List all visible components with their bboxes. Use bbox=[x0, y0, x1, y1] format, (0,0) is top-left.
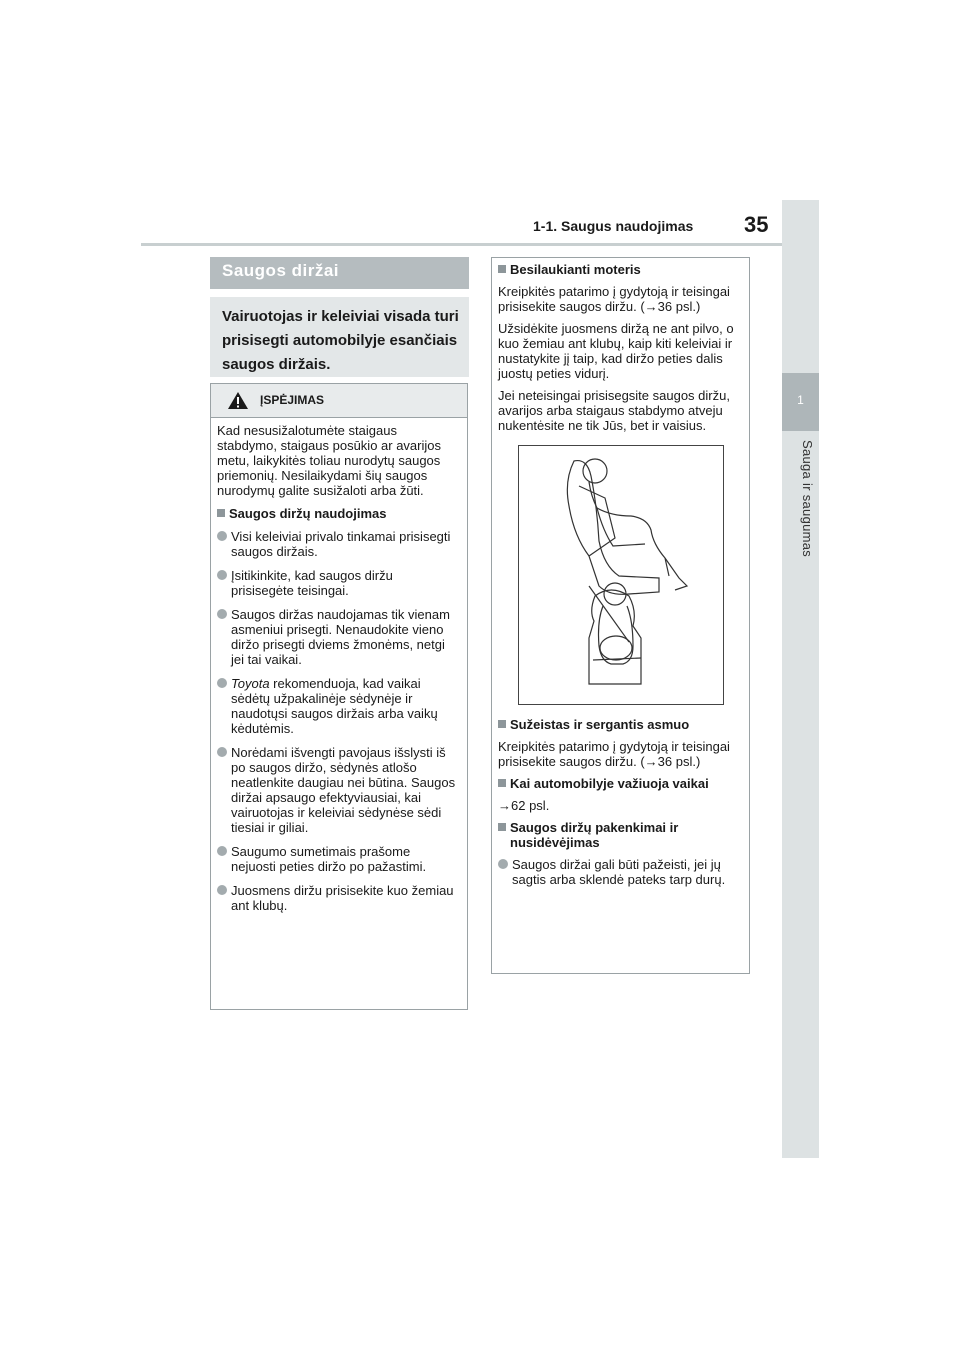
round-bullet-icon bbox=[217, 531, 227, 541]
lead-text: Vairuotojas ir keleiviai visada turi prisisegti automobilyje esančiais saugos diržais. bbox=[210, 297, 469, 377]
chapter-number: 1 bbox=[797, 393, 804, 407]
warning-bullet: Norėdami išvengti pavojaus išslysti iš po saugos diržo, sėdynės atlošo neatlenkite daugiau nei būtina. Saugos diržai apsaugo efektyviausiai, kai vairuotojas ir keleiviai sėdynėse sėdi tiesiai ir giliai. bbox=[217, 745, 457, 835]
square-bullet-icon bbox=[217, 509, 225, 517]
injured-text: Kreipkitės patarimo į gydytoją ir teisingai prisisekite saugos diržu. (→36 psl.) bbox=[498, 739, 730, 769]
square-bullet-icon bbox=[498, 779, 506, 787]
square-bullet-icon bbox=[498, 720, 506, 728]
pregnant-heading: Besilaukianti moteris bbox=[498, 262, 743, 277]
round-bullet-icon bbox=[217, 678, 227, 688]
children-page-ref: →62 psl. bbox=[498, 798, 550, 813]
damage-bullet: Saugos diržai gali būti pažeisti, jei jų sagtis arba sklendė pateks tarp durų. bbox=[498, 857, 743, 887]
brand-name: Toyota bbox=[231, 676, 270, 691]
round-bullet-icon bbox=[217, 846, 227, 856]
pregnant-woman-seatbelt-icon bbox=[519, 446, 723, 704]
damage-heading: Saugos diržų pakenkimai ir nusidėvėjimas bbox=[498, 820, 743, 850]
page-number: 35 bbox=[744, 212, 769, 237]
pregnant-text-2: Užsidėkite juosmens diržą ne ant pilvo, o kuo žemiau ant klubų, kaip kiti keleiviai ir nustatykite jį taip, kad diržo peties dalis juostų peties vidurį. bbox=[498, 321, 734, 381]
warning-intro: Kad nesusižalotumėte staigaus stabdymo, staigaus posūkio ar avarijos metu, laikykitės toliau nurodytų saugos priemonių. Nesilaikydami šių saugos nurodymų galite susižaloti arba žūti. bbox=[217, 423, 442, 498]
warning-bullet: Saugumo sumetimais prašome nejuosti peties diržo po pažastimi. bbox=[217, 844, 457, 874]
warning-bullet: Juosmens diržu prisisekite kuo žemiau ant klubų. bbox=[217, 883, 457, 913]
pregnant-text-3: Jei neteisingai prisisegsite saugos diržu, avarijos arba staigaus stabdymo atveju nukentėsite ne tik Jūs, bet ir vaisius. bbox=[498, 388, 730, 433]
warning-triangle-icon bbox=[227, 391, 249, 410]
square-bullet-icon bbox=[498, 823, 506, 831]
round-bullet-icon bbox=[217, 609, 227, 619]
section-title: Saugos diržai bbox=[210, 257, 469, 289]
round-bullet-icon bbox=[217, 747, 227, 757]
warning-box bbox=[210, 383, 468, 1010]
warning-bullet: Įsitikinkite, kad saugos diržu prisisegėte teisingai. bbox=[217, 568, 457, 598]
injured-heading: Sužeistas ir sergantis asmuo bbox=[498, 717, 743, 732]
warning-bullet: Toyota rekomenduoja, kad vaikai sėdėtų užpakalinėje sėdynėje ir naudotųsi saugos diržais arba vaikų kėdutėmis. bbox=[217, 676, 457, 736]
round-bullet-icon bbox=[498, 859, 508, 869]
pregnant-text-1: Kreipkitės patarimo į gydytoją ir teisingai prisisekite saugos diržu. (→36 psl.) bbox=[498, 284, 730, 314]
info-box bbox=[491, 257, 750, 974]
warning-bullet: Visi keleiviai privalo tinkamai prisisegti saugos diržais. bbox=[217, 529, 457, 559]
chapter-side-tab bbox=[782, 200, 819, 1158]
warning-body bbox=[211, 418, 467, 913]
pregnant-seatbelt-illustration bbox=[518, 445, 724, 705]
warning-bullet: Saugos diržas naudojamas tik vienam asmeniui prisegti. Nenaudokite vieno diržo prisegti dviems žmonėms, netgi jei tai vaikai. bbox=[217, 607, 457, 667]
running-header: 1-1. Saugus naudojimas bbox=[533, 218, 694, 234]
warning-subheading: Saugos diržų naudojimas bbox=[217, 506, 457, 521]
round-bullet-icon bbox=[217, 885, 227, 895]
header-rule bbox=[141, 243, 782, 246]
warning-label: ĮSPĖJIMAS bbox=[260, 393, 325, 407]
chapter-title: Sauga ir saugumas bbox=[800, 440, 815, 558]
warning-header bbox=[211, 384, 467, 418]
children-heading: Kai automobilyje važiuoja vaikai bbox=[498, 776, 743, 791]
square-bullet-icon bbox=[498, 265, 506, 273]
round-bullet-icon bbox=[217, 570, 227, 580]
